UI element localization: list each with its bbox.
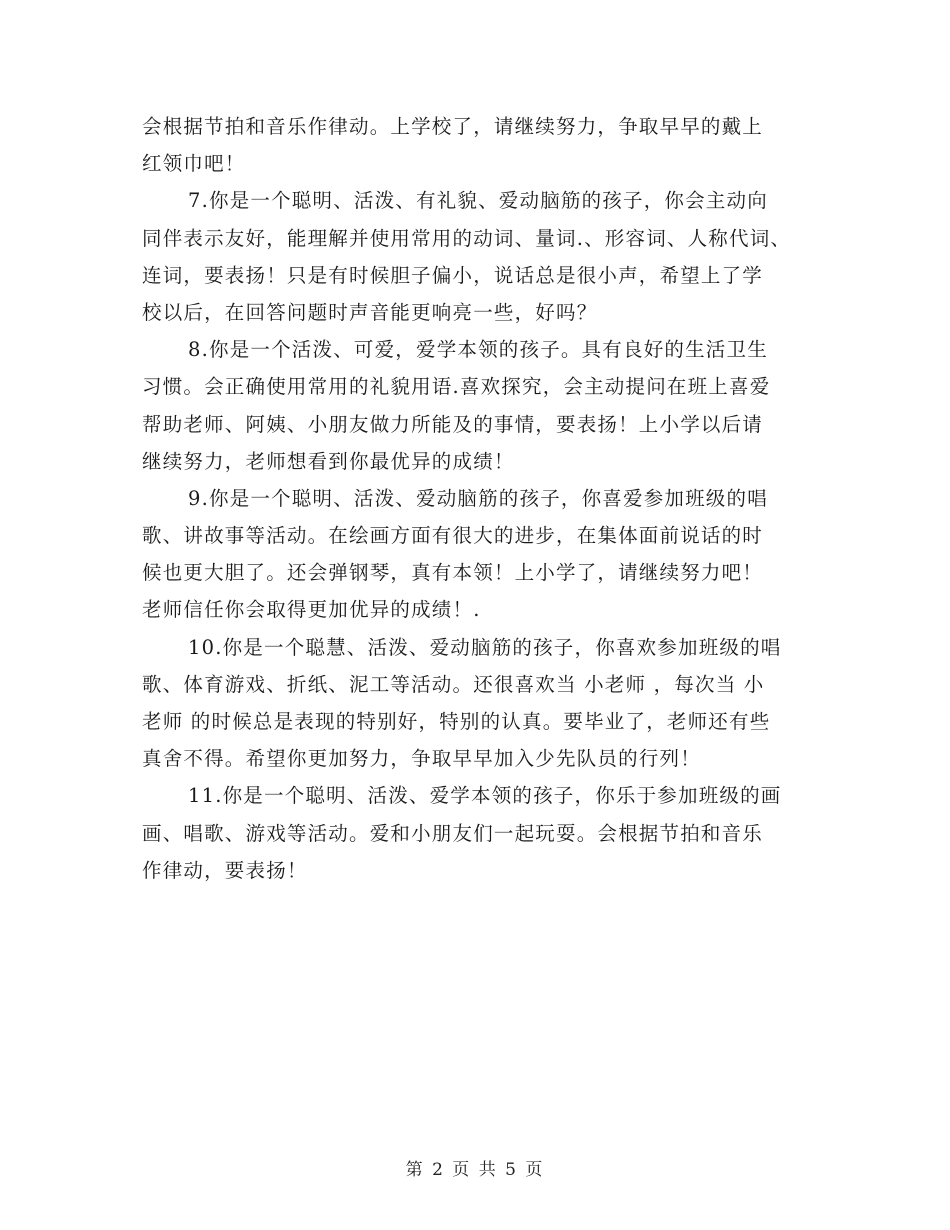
text-line: 候也更大胆了。还会弹钢琴，真有本领！上小学了，请继续努力吧！ [142, 561, 764, 585]
paragraph-11-start: 11.你是一个聪明、活泼、爱学本领的孩子，你乐于参加班级的画 [188, 784, 782, 808]
text-line: 歌、体育游戏、折纸、泥工等活动。还很喜欢当 小老师 ，每次当 小 [142, 672, 765, 696]
text-line: 歌、讲故事等活动。在绘画方面有很大的进步，在集体面前说话的时 [142, 524, 764, 548]
text-line: 红领巾吧！ [142, 152, 246, 176]
text-line: 画、唱歌、游戏等活动。爱和小朋友们一起玩耍。会根据节拍和音乐 [142, 821, 764, 845]
paragraph-10-start: 10.你是一个聪慧、活泼、爱动脑筋的孩子，你喜欢参加班级的唱 [188, 635, 782, 659]
text-line: 老师信任你会取得更加优异的成绩！. [142, 598, 481, 622]
text-line: 校以后，在回答问题时声音能更响亮一些，好吗？ [142, 300, 598, 324]
text-line: 会根据节拍和音乐作律动。上学校了，请继续努力，争取早早的戴上 [142, 115, 764, 138]
document-body [142, 108, 814, 889]
text-line: 作律动，要表扬！ [142, 858, 308, 882]
text-line: 习惯。会正确使用常用的礼貌用语.喜欢探究，会主动提问在班上喜爱 [142, 375, 771, 399]
paragraph-9-start: 9.你是一个聪明、活泼、爱动脑筋的孩子，你喜爱参加班级的唱 [188, 486, 768, 510]
paragraph-8-start: 8.你是一个活泼、可爱，爱学本领的孩子。具有良好的生活卫生 [188, 338, 768, 362]
page-number-footer: 第 2 页 共 5 页 [405, 1160, 545, 1180]
paragraph-7-start: 7.你是一个聪明、活泼、有礼貌、爱动脑筋的孩子，你会主动向 [188, 189, 768, 213]
text-line: 连词，要表扬！只是有时候胆子偏小，说话总是很小声，希望上了学 [142, 263, 764, 287]
text-line: 真舍不得。希望你更加努力，争取早早加入少先队员的行列！ [142, 747, 701, 771]
text-line: 老师 的时候总是表现的特别好，特别的认真。要毕业了，老师还有些 [142, 710, 771, 733]
text-line: 帮助老师、阿姨、小朋友做力所能及的事情，要表扬！上小学以后请 [142, 412, 764, 436]
text-line: 继续努力，老师想看到你最优异的成绩！ [142, 449, 515, 473]
text-line: 同伴表示友好，能理解并使用常用的动词、量词.、形容词、人称代词、 [142, 226, 792, 250]
